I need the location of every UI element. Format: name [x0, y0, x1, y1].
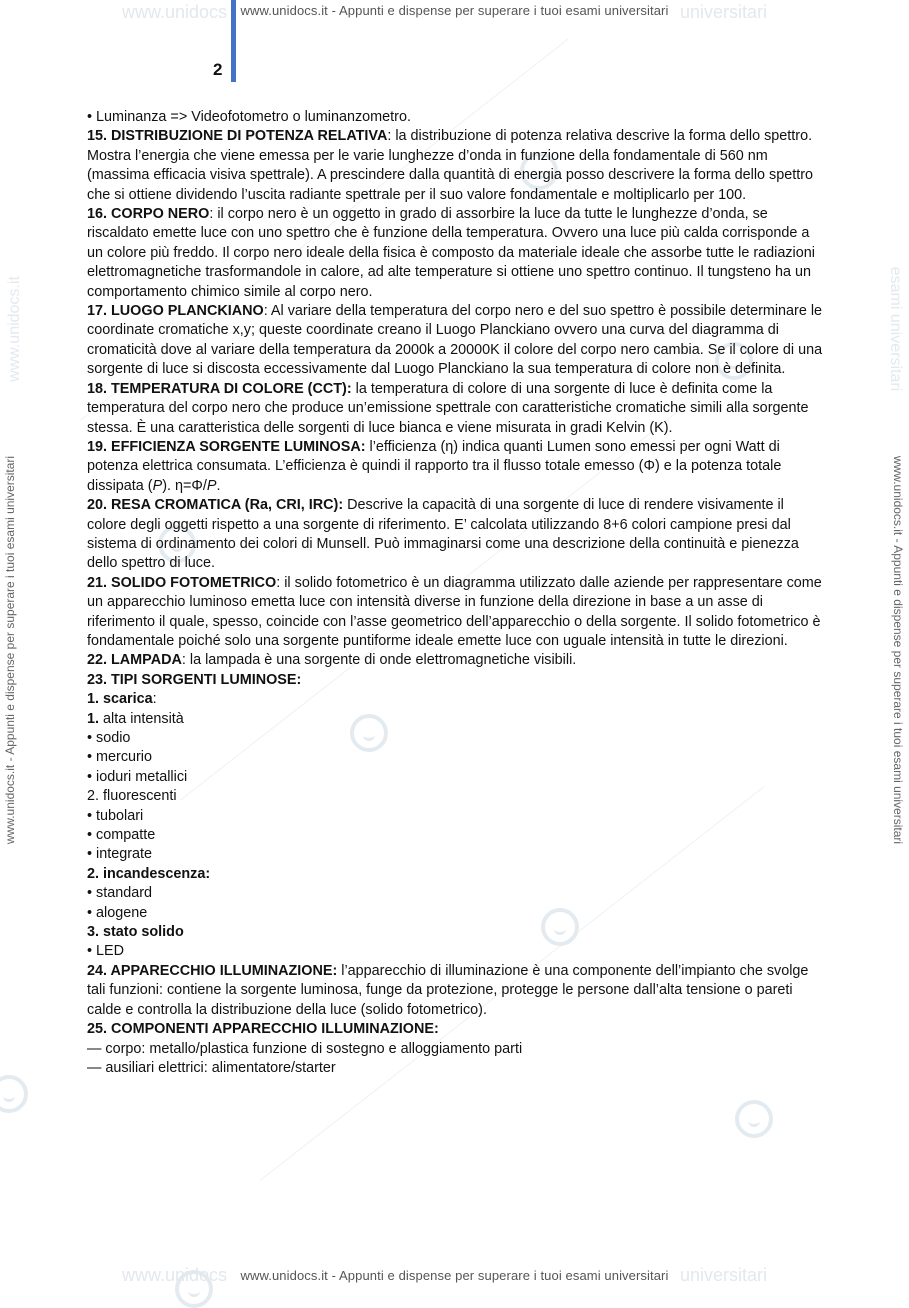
watermark-ghost-text: www.unidocs [122, 1265, 228, 1285]
section-16-text: : il corpo nero è un oggetto in grado di assorbire la luce da tutte le lunghezze d’onda, se riscaldato emette luce con uno spettro che è funzione della temperatura. Ovvero una luce più calda corrisponde a un colore più freddo. Il corpo nero ideale della fisica è composto da materiale ideale che assorbe tutte le radiazioni elettromagnetiche trasformandole in calore, ad alte temperature si ottiene uno spettro continuo. Il tungsteno ha un comportamento chimico simile al corpo nero. [87, 206, 815, 300]
section-16 [87, 205, 827, 302]
document-body [87, 108, 827, 1078]
list-item: — ausiliari elettrici: alimentatore/starter [87, 1059, 336, 1076]
section-20-text: Descrive la capacità di una sorgente di luce di rendere visivamente il colore degli oggetti rispetto a una sorgente di riferimento. E’ calcolata utilizzando 8+6 colori campione presi dal sistema di ordinamento dei colori di Munsell. Può immaginarsi come una descrizione della continuità e pienezza dello spettro di luce. [87, 497, 799, 572]
list-item: • standard [87, 885, 153, 902]
list-item: • ioduri metallici [87, 768, 188, 785]
watermark-ghost-text: universitari [680, 1265, 768, 1285]
section-23-sub1a-num: 1. [87, 710, 100, 727]
section-23-sub3-title: 3. stato solido [87, 924, 184, 941]
list-item: • integrate [87, 846, 153, 863]
header-accent-bar [231, 0, 236, 82]
section-23-sub1b: 2. fluorescenti [87, 788, 177, 805]
section-17 [87, 302, 827, 380]
section-23-title [87, 671, 827, 690]
section-21-text: : il solido fotometrico è un diagramma utilizzato dalle aziende per rappresentare come un apparecchio luminoso emetta luce con intensità diverse in funzione della direzione in base a un asse di riferimento il quale, spesso, coincide con l’asse geometrico dell’apparecchio o della sorgente. Il solido fotometrico è fondamentale poiché solo una sorgente puntiforme ideale emette luce con uguale intensità in tutte le direzioni. [87, 574, 822, 649]
list-item: • compatte [87, 827, 156, 844]
watermark-ghost-vertical-text: www.unidocs.it [6, 276, 23, 382]
section-25-title-text: 25. COMPONENTI APPARECCHIO ILLUMINAZIONE: [87, 1021, 439, 1038]
watermark-side-right: www.unidocs.it - Appunti e dispense per superare i tuoi esami universitari [891, 455, 905, 845]
list-item: • sodio [87, 730, 131, 746]
intro-line: • Luminanza => Videofotometro o luminanzometro. [87, 109, 411, 125]
section-23-sub1a [87, 710, 827, 729]
watermark-ghost-text: www.unidocs [122, 2, 228, 22]
section-24 [87, 962, 827, 1020]
section-24-title: 24. APPARECCHIO ILLUMINAZIONE: [87, 962, 338, 979]
watermark-header: www.unidocs.it - Appunti e dispense per superare i tuoi esami universitari [240, 3, 669, 18]
section-18-title: 18. TEMPERATURA DI COLORE (CCT): [87, 380, 352, 397]
section-19-title: 19. EFFICIENZA SORGENTE LUMINOSA: [87, 438, 366, 455]
section-19-italic-p: P [152, 477, 163, 494]
section-15-text: : la distribuzione di potenza relativa descrive la forma dello spettro. Mostra l’energia che viene emessa per le varie lunghezze d’onda in funzione della fondamentale di 560 nm (massima efficacia visiva spettrale). A prescindere dalla quantità di energia posso descrivere la forma dello spettro che si ottiene dividendo l’uscita radiante spettrale per il suo valore fondamentale e moltiplicarlo per 100. [87, 128, 814, 203]
watermark-logo-icon [0, 1075, 28, 1113]
list-item: • alogene [87, 904, 148, 921]
section-21 [87, 574, 827, 652]
section-15-title: 15. DISTRIBUZIONE DI POTENZA RELATIVA [87, 128, 388, 145]
watermark-side-left: www.unidocs.it - Appunti e dispense per superare i tuoi esami universitari [3, 455, 17, 845]
section-23-title-text: 23. TIPI SORGENTI LUMINOSE: [87, 671, 302, 688]
section-20 [87, 496, 827, 574]
section-24-text: l’apparecchio di illuminazione è una componente dell’impianto che svolge tali funzioni: contiene la sorgente luminosa, funge da protezione, protegge le persone dall’alta tensione o pareti calde e controlla la distribuzione della luce (solido fotometrico). [87, 962, 809, 1018]
section-19 [87, 438, 827, 496]
section-22 [87, 651, 827, 670]
section-15 [87, 127, 827, 205]
list-item: • tubolari [87, 807, 144, 824]
section-23-sub1-title: 1. scarica [87, 691, 153, 708]
section-20-title: 20. RESA CROMATICA (Ra, CRI, IRC): [87, 497, 344, 514]
section-23-sub1-colon: : [152, 691, 157, 708]
section-18 [87, 380, 827, 438]
section-19-text-c: . [216, 477, 221, 494]
section-22-title: 22. LAMPADA [87, 652, 182, 669]
section-23-sub2 [87, 865, 827, 884]
watermark-ghost-text: universitari [680, 2, 768, 22]
section-21-title: 21. SOLIDO FOTOMETRICO [87, 574, 277, 591]
list-item: — corpo: metallo/plastica funzione di sostegno e alloggiamento parti [87, 1040, 523, 1057]
section-23-sub1a-text: alta intensità [99, 710, 184, 727]
watermark-logo-icon [735, 1100, 773, 1138]
page-number: 2 [213, 60, 223, 79]
watermark-ghost-vertical-text: esami universitari [887, 266, 904, 392]
section-23-sub1 [87, 690, 827, 709]
section-17-title: 17. LUOGO PLANCKIANO [87, 303, 264, 320]
section-25-title [87, 1020, 827, 1039]
section-23-sub3 [87, 923, 827, 942]
watermark-footer: www.unidocs.it - Appunti e dispense per superare i tuoi esami universitari [240, 1268, 669, 1283]
section-18-text: la temperatura di colore di una sorgente di luce è definita come la temperatura del corpo nero che produce un’emissione spettrale con caratteristiche cromatiche simili alla sorgente stessa. È una caratteristica delle sorgenti di luce bianca e viene misurata in gradi Kelvin (K). [87, 380, 809, 436]
section-16-title: 16. CORPO NERO [87, 206, 210, 223]
section-23-sub2-title: 2. incandescenza: [87, 865, 211, 882]
section-17-text: : Al variare della temperatura del corpo nero e del suo spettro è possibile determinare le coordinate cromatiche x,y; queste coordinate creano il Luogo Planckiano ovvero una curva del diagramma di cromaticità dove al variare della temperatura da 2000k a 20000K il colore del corpo nero cambia. Se il colore di una sorgente di luce si discosta eccessivamente dal Luogo Planckiano la sua temperatura di colore non è definita. [87, 303, 823, 378]
section-19-italic-p2: P [206, 477, 217, 494]
section-19-text-a: l’efficienza (η) indica quanti Lumen sono emessi per ogni Watt di potenza elettrica consumata. L’efficienza è quindi il rapporto tra il flusso totale emesso (Φ) e la potenza totale dissipata ( [87, 438, 782, 494]
list-item: • LED [87, 943, 125, 960]
section-19-text-b: ). η=Φ/ [162, 477, 207, 494]
section-22-text: : la lampada è una sorgente di onde elettromagnetiche visibili. [181, 652, 577, 669]
list-item: • mercurio [87, 749, 153, 766]
